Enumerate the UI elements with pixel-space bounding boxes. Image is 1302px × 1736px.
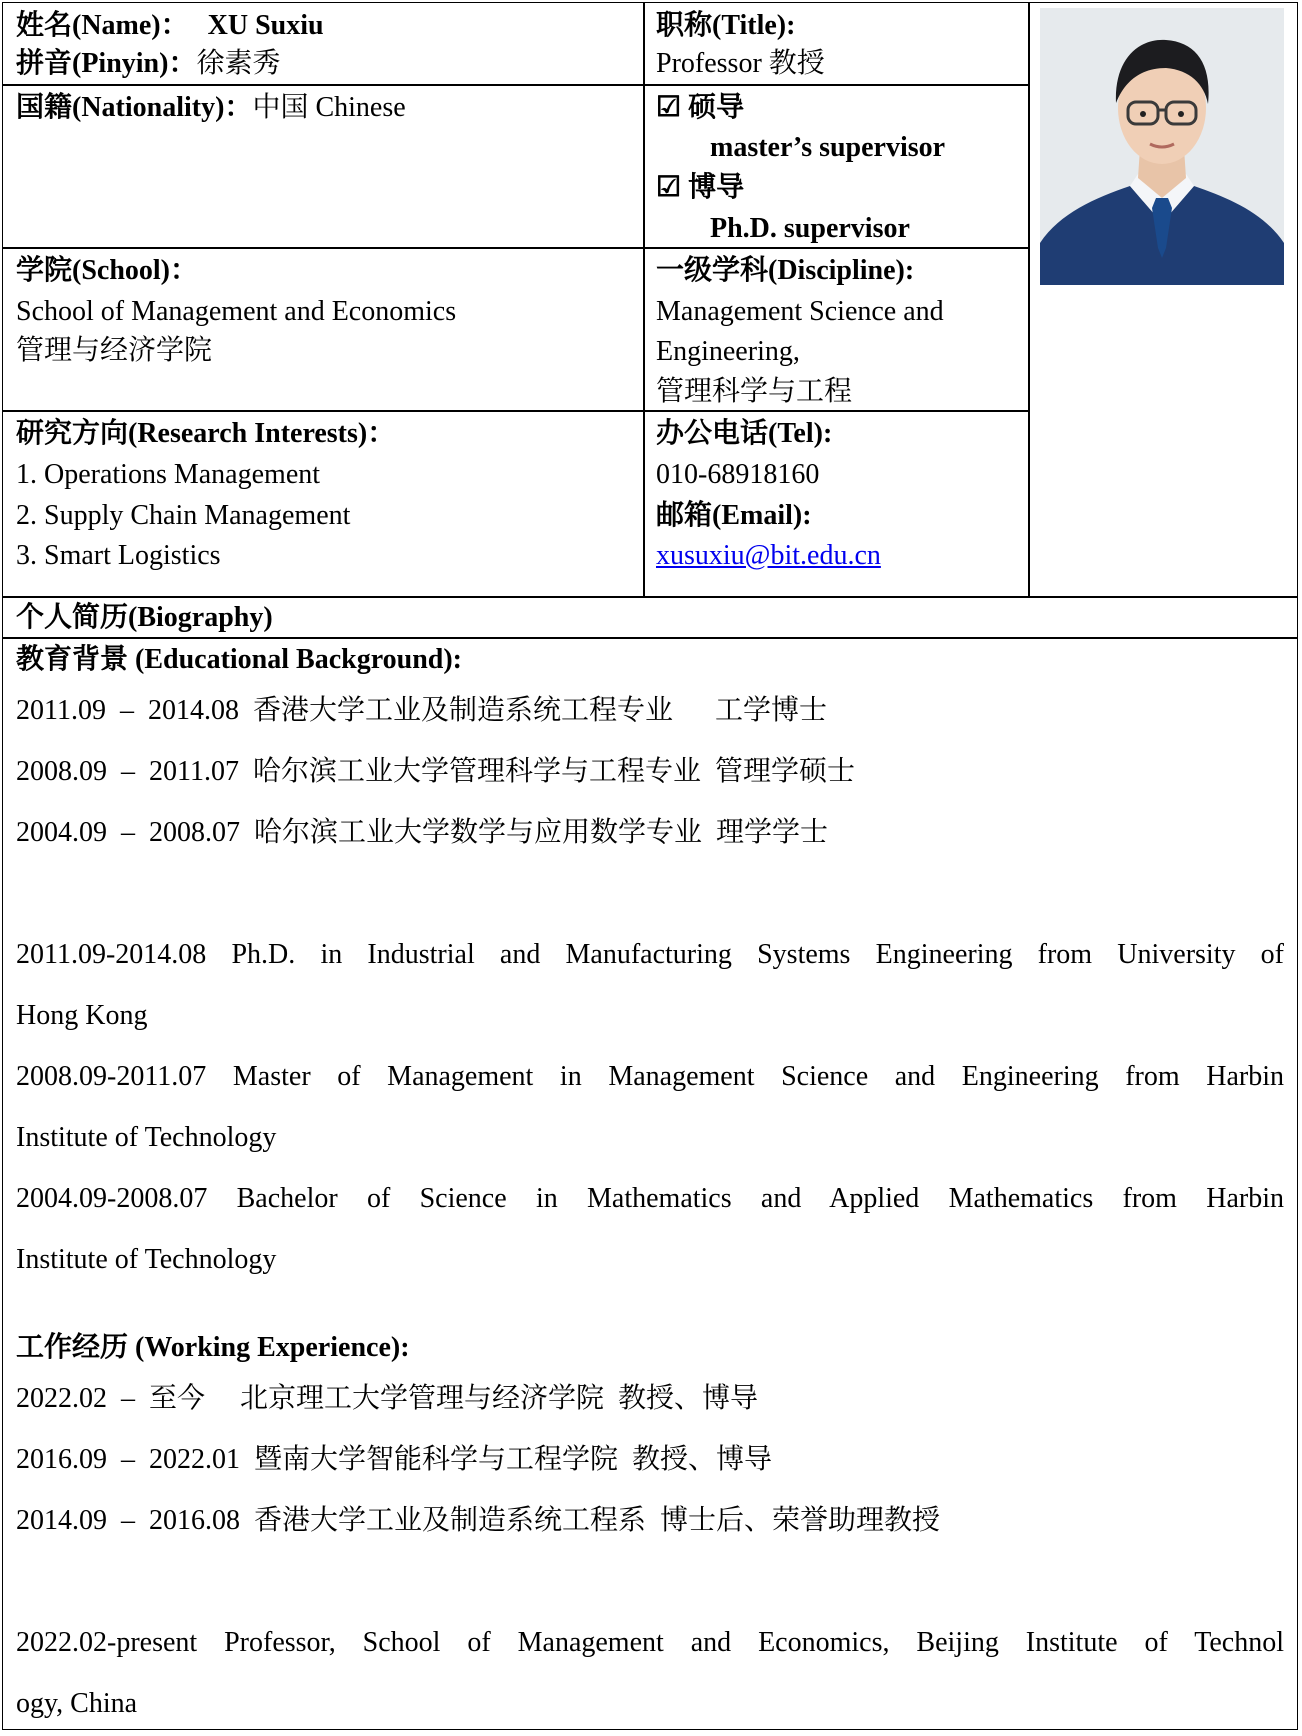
education-en-item: 2008.09-2011.07 Master of Management in Management Science and Engineering from Harbin: [16, 1061, 1284, 1092]
work-heading: 工作经历 (Working Experience):: [16, 1332, 410, 1363]
research-item: 3. Smart Logistics: [16, 540, 221, 571]
school-value-en: School of Management and Economics: [16, 296, 457, 327]
pinyin-label: 拼音(Pinyin)：: [16, 48, 197, 79]
work-cn-item: 2022.02 – 至今 北京理工大学管理与经济学院 教授、博导: [16, 1383, 759, 1414]
research-item: 2. Supply Chain Management: [16, 500, 351, 531]
email-label: 邮箱(Email):: [656, 500, 812, 531]
name-value: XU Suxiu: [207, 10, 324, 41]
education-cn-item: 2008.09 – 2011.07 哈尔滨工业大学管理科学与工程专业 管理学硕士: [16, 756, 855, 787]
title-label: 职称(Title):: [656, 10, 796, 41]
column-divider: [643, 2, 645, 596]
row-divider: [644, 84, 1029, 86]
discipline-line: Management Science and: [656, 296, 944, 327]
education-en-item: 2004.09-2008.07 Bachelor of Science in Mathematics and Applied Mathematics from Harbin: [16, 1183, 1284, 1214]
discipline-line: 管理科学与工程: [656, 376, 853, 407]
education-heading: 教育背景 (Educational Background):: [16, 644, 462, 675]
pinyin-value: 徐素秀: [196, 48, 281, 79]
tel-label: 办公电话(Tel):: [656, 418, 833, 449]
school-value-cn: 管理与经济学院: [16, 335, 213, 366]
nationality-label: 国籍(Nationality)：: [16, 92, 253, 123]
profile-photo: [1040, 8, 1284, 285]
portrait-image: [1040, 8, 1284, 285]
biography-heading: 个人简历(Biography): [16, 602, 273, 633]
master-supervisor-label: master’s supervisor: [710, 132, 946, 163]
education-en-item: 2011.09-2014.08 Ph.D. in Industrial and Manufacturing Systems Engineering from University of: [16, 939, 1284, 970]
research-item: 1. Operations Management: [16, 459, 321, 490]
name-label: 姓名(Name)：: [16, 10, 189, 41]
name-row: [16, 6, 324, 46]
education-en-item-cont: Institute of Technology: [16, 1244, 277, 1275]
education-en-item-cont: Institute of Technology: [16, 1122, 277, 1153]
master-supervisor-checkbox: ☑ 硕导: [656, 92, 745, 123]
discipline-line: Engineering,: [656, 336, 800, 367]
nationality-value: 中国 Chinese: [252, 92, 406, 123]
education-en-item-cont: Hong Kong: [16, 1000, 148, 1031]
work-en-item-cont: ogy, China: [16, 1688, 138, 1719]
work-cn-item: 2014.09 – 2016.08 香港大学工业及制造系统工程系 博士后、荣誉助理教授: [16, 1505, 941, 1536]
pinyin-row: [16, 44, 280, 84]
work-en-item: 2022.02-present Professor, School of Management and Economics, Beijing Institute of Technol: [16, 1627, 1284, 1658]
column-divider: [1028, 2, 1030, 596]
school-label: 学院(School)：: [16, 255, 199, 286]
row-divider: [2, 84, 644, 86]
row-divider: [2, 410, 1029, 412]
phd-supervisor-label: Ph.D. supervisor: [710, 213, 910, 244]
research-label: 研究方向(Research Interests)：: [16, 418, 396, 449]
email-link[interactable]: xusuxiu@bit.edu.cn: [656, 540, 881, 571]
education-cn-item: 2011.09 – 2014.08 香港大学工业及制造系统工程专业 工学博士: [16, 695, 827, 726]
discipline-label: 一级学科(Discipline):: [656, 255, 915, 286]
work-cn-item: 2016.09 – 2022.01 暨南大学智能科学与工程学院 教授、博导: [16, 1444, 773, 1475]
tel-value: 010-68918160: [656, 459, 820, 490]
phd-supervisor-checkbox: ☑ 博导: [656, 172, 745, 203]
education-cn-item: 2004.09 – 2008.07 哈尔滨工业大学数学与应用数学专业 理学学士: [16, 817, 829, 848]
title-value: Professor 教授: [656, 48, 825, 79]
nationality-row: [16, 88, 406, 128]
